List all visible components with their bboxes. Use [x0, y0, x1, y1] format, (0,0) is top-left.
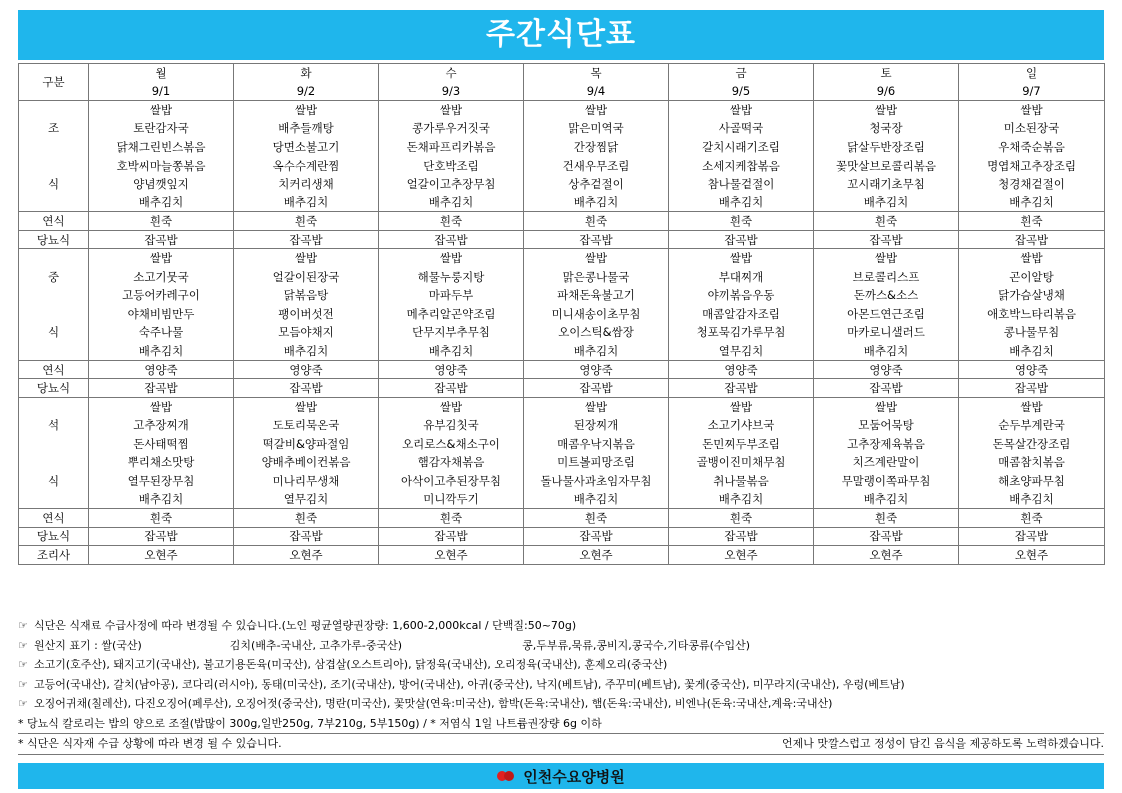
menu-item: 갈치시래기조림 [669, 138, 814, 157]
menu-item: 고추장찌개 [89, 416, 234, 435]
table-row [19, 472, 1105, 491]
menu-item: 소고기샤브국 [669, 416, 814, 435]
menu-item: 브로콜리스프 [814, 268, 959, 287]
soft-diet-item: 흰죽 [959, 212, 1105, 231]
menu-item: 쌀밥 [959, 249, 1105, 268]
cook-name: 오현주 [234, 546, 379, 565]
menu-item: 열무된장무침 [89, 472, 234, 491]
table-row [19, 286, 1105, 305]
menu-item: 쌀밥 [89, 397, 234, 416]
meal-label: 조 [19, 119, 89, 138]
table-row [19, 527, 1105, 546]
menu-item: 소세지케찹볶음 [669, 156, 814, 175]
note-meat-origin: ☞ 소고기(호주산), 돼지고기(국내산), 불고기용돈육(미국산), 삼겹살(오스트리아), 닭정육(국내산), 오리정육(국내산), 훈제오리(중국산) [18, 655, 1104, 675]
menu-item: 쌀밥 [379, 101, 524, 120]
menu-item: 꼬시래기초무침 [814, 175, 959, 194]
note-origin: ☞ 원산지 표기 : 쌀(국산) 김치(배추-국내산, 고추가루-중국산) 콩,두부류,묵류,콩비지,콩국수,기타콩류(수입산) [18, 636, 1104, 656]
menu-item: 미니깍두기 [379, 490, 524, 509]
menu-item: 미소된장국 [959, 119, 1105, 138]
table-row [19, 397, 1105, 416]
menu-item: 닭채그린빈스볶음 [89, 138, 234, 157]
menu-item: 해물누룽지탕 [379, 268, 524, 287]
table-row [19, 360, 1105, 379]
day-header: 일 [959, 64, 1105, 83]
menu-item: 모둠어묵탕 [814, 416, 959, 435]
menu-item: 청국장 [814, 119, 959, 138]
soft-diet-item: 흰죽 [524, 212, 669, 231]
menu-item: 배추김치 [234, 342, 379, 361]
table-row [19, 546, 1105, 565]
diabetic-diet-item: 잡곡밥 [89, 527, 234, 546]
menu-item: 야끼볶음우동 [669, 286, 814, 305]
table-row [19, 268, 1105, 287]
menu-item: 유부김칫국 [379, 416, 524, 435]
diabetic-diet-label: 당뇨식 [19, 379, 89, 398]
menu-item: 배추김치 [814, 193, 959, 212]
diabetic-diet-item: 잡곡밥 [89, 230, 234, 249]
date-header: 9/2 [234, 82, 379, 101]
soft-diet-item: 흰죽 [379, 509, 524, 528]
table-row [19, 305, 1105, 324]
table-row [19, 379, 1105, 398]
hand-pointing-icon: ☞ [18, 658, 28, 671]
menu-item: 얼갈이된장국 [234, 268, 379, 287]
table-row [19, 138, 1105, 157]
meal-label [19, 490, 89, 509]
menu-item: 양배추베이컨볶음 [234, 453, 379, 472]
table-row [19, 156, 1105, 175]
meal-label [19, 101, 89, 120]
menu-item: 청경채겉절이 [959, 175, 1105, 194]
menu-item: 단무지부추무침 [379, 323, 524, 342]
hand-pointing-icon: ☞ [18, 638, 28, 652]
meal-label [19, 156, 89, 175]
menu-item: 배추김치 [89, 342, 234, 361]
menu-item: 고추장제육볶음 [814, 434, 959, 453]
diabetic-diet-item: 잡곡밥 [379, 527, 524, 546]
menu-item: 오리로스&채소구이 [379, 434, 524, 453]
menu-item: 건새우무조림 [524, 156, 669, 175]
day-header: 수 [379, 64, 524, 83]
table-row [19, 175, 1105, 194]
diabetic-diet-item: 잡곡밥 [234, 527, 379, 546]
diabetic-diet-item: 잡곡밥 [959, 527, 1105, 546]
menu-item: 콩가루우거짓국 [379, 119, 524, 138]
diabetic-diet-item: 잡곡밥 [814, 230, 959, 249]
menu-item: 쌀밥 [814, 249, 959, 268]
day-header: 토 [814, 64, 959, 83]
menu-item: 쌀밥 [89, 101, 234, 120]
table-row [19, 416, 1105, 435]
footer-bar [18, 763, 1104, 789]
menu-item: 청포묵김가루무침 [669, 323, 814, 342]
menu-item: 양념깻잎지 [89, 175, 234, 194]
menu-item: 취나물볶음 [669, 472, 814, 491]
menu-item: 떡갈비&양파절임 [234, 434, 379, 453]
menu-item: 열무김치 [234, 490, 379, 509]
cook-name: 오현주 [814, 546, 959, 565]
hand-pointing-icon: ☞ [18, 619, 28, 632]
diabetic-diet-item: 잡곡밥 [234, 379, 379, 398]
soft-diet-item: 흰죽 [959, 509, 1105, 528]
date-header: 9/6 [814, 82, 959, 101]
menu-item: 돈채파프리카볶음 [379, 138, 524, 157]
soft-diet-item: 영양죽 [524, 360, 669, 379]
menu-item: 순두부계란국 [959, 416, 1105, 435]
menu-item: 매콤우낙지볶음 [524, 434, 669, 453]
menu-item: 야채비빔만두 [89, 305, 234, 324]
menu-item: 배추들깨탕 [234, 119, 379, 138]
date-header: 9/3 [379, 82, 524, 101]
note-fish-origin: ☞ 고등어(국내산), 갈치(남아공), 코다리(러시아), 동태(미국산), 조기(국내산), 방어(국내산), 아귀(중국산), 낙지(베트남), 주꾸미(베트남), 꽃게(중국산), 미꾸라지(국내산), 우렁(베트남) [18, 675, 1104, 695]
menu-item: 파채돈육불고기 [524, 286, 669, 305]
menu-item: 쌀밥 [669, 249, 814, 268]
header-label: 구분 [19, 64, 89, 101]
meal-label [19, 305, 89, 324]
cook-name: 오현주 [89, 546, 234, 565]
table-row [19, 323, 1105, 342]
menu-item: 배추김치 [524, 342, 669, 361]
menu-item: 상추겉절이 [524, 175, 669, 194]
day-header: 금 [669, 64, 814, 83]
diabetic-diet-item: 잡곡밥 [669, 379, 814, 398]
menu-item: 쌀밥 [669, 397, 814, 416]
menu-item: 배추김치 [669, 490, 814, 509]
meal-label [19, 453, 89, 472]
menu-item: 콩나물무침 [959, 323, 1105, 342]
menu-item: 햄감자채볶음 [379, 453, 524, 472]
date-header: 9/4 [524, 82, 669, 101]
hospital-logo [497, 769, 515, 783]
soft-diet-item: 영양죽 [669, 360, 814, 379]
diabetic-diet-item: 잡곡밥 [524, 527, 669, 546]
menu-item: 쌀밥 [234, 101, 379, 120]
menu-item: 닭살두반장조림 [814, 138, 959, 157]
menu-item: 당면소불고기 [234, 138, 379, 157]
diabetic-diet-item: 잡곡밥 [234, 230, 379, 249]
diabetic-diet-item: 잡곡밥 [814, 527, 959, 546]
menu-item: 미니새송이초무침 [524, 305, 669, 324]
soft-diet-label: 연식 [19, 212, 89, 231]
menu-item: 미나리무생채 [234, 472, 379, 491]
day-header: 월 [89, 64, 234, 83]
cook-name: 오현주 [379, 546, 524, 565]
menu-item: 배추김치 [959, 490, 1105, 509]
menu-item: 치커리생채 [234, 175, 379, 194]
soft-diet-item: 영양죽 [814, 360, 959, 379]
table-row [19, 249, 1105, 268]
table-row [19, 101, 1105, 120]
soft-diet-item: 흰죽 [89, 212, 234, 231]
meal-label: 식 [19, 472, 89, 491]
day-header: 화 [234, 64, 379, 83]
menu-item: 곤이알탕 [959, 268, 1105, 287]
soft-diet-item: 흰죽 [669, 212, 814, 231]
menu-item: 고등어카레구이 [89, 286, 234, 305]
menu-item: 치즈계란말이 [814, 453, 959, 472]
menu-item: 얼갈이고추장무침 [379, 175, 524, 194]
table-row [19, 342, 1105, 361]
menu-item: 매콤참치볶음 [959, 453, 1105, 472]
menu-item: 맑은미역국 [524, 119, 669, 138]
diabetic-diet-item: 잡곡밥 [379, 379, 524, 398]
menu-item: 매콤알감자조림 [669, 305, 814, 324]
menu-item: 배추김치 [524, 490, 669, 509]
day-header: 목 [524, 64, 669, 83]
diabetic-diet-item: 잡곡밥 [959, 230, 1105, 249]
meal-label [19, 249, 89, 268]
meal-label: 식 [19, 323, 89, 342]
menu-item: 쌀밥 [379, 397, 524, 416]
soft-diet-item: 흰죽 [379, 212, 524, 231]
menu-item: 해초양파무침 [959, 472, 1105, 491]
soft-diet-item: 영양죽 [379, 360, 524, 379]
menu-item: 배추김치 [814, 342, 959, 361]
menu-item: 쌀밥 [959, 397, 1105, 416]
menu-item: 토란감자국 [89, 119, 234, 138]
note-change: * 식단은 식자재 수급 상황에 따라 변경 될 수 있습니다. 언제나 맛깔스럽고 정성이 담긴 음식을 제공하도록 노력하겠습니다. [18, 734, 1104, 755]
menu-item: 쌀밥 [524, 397, 669, 416]
table-row [19, 119, 1105, 138]
menu-item: 마파두부 [379, 286, 524, 305]
table-row [19, 212, 1105, 231]
menu-item: 배추김치 [379, 193, 524, 212]
hand-pointing-icon: ☞ [18, 697, 28, 710]
page-title: 주간식단표 [18, 10, 1104, 60]
soft-diet-item: 흰죽 [524, 509, 669, 528]
menu-item: 쌀밥 [89, 249, 234, 268]
note-processed-origin: ☞ 오징어귀채(칠레산), 다진오징어(페루산), 오징어젓(중국산), 명란(미국산), 꽃맛살(연육:미국산), 함박(돈육:국내산), 햄(돈육:국내산), 비엔나(돈육:국내산,계육:국내산) [18, 694, 1104, 714]
menu-item: 배추김치 [814, 490, 959, 509]
menu-item: 간장찜닭 [524, 138, 669, 157]
meal-label [19, 286, 89, 305]
menu-item: 미트볼피망조림 [524, 453, 669, 472]
cook-label: 조리사 [19, 546, 89, 565]
menu-item: 모듬야채지 [234, 323, 379, 342]
menu-item: 열무김치 [669, 342, 814, 361]
diabetic-diet-item: 잡곡밥 [959, 379, 1105, 398]
table-row [19, 434, 1105, 453]
menu-item: 뿌리채소맛탕 [89, 453, 234, 472]
meal-label [19, 434, 89, 453]
menu-item: 배추김치 [669, 193, 814, 212]
diabetic-diet-item: 잡곡밥 [524, 379, 669, 398]
menu-item: 돈민찌두부조림 [669, 434, 814, 453]
menu-item: 부대찌개 [669, 268, 814, 287]
soft-diet-item: 흰죽 [814, 509, 959, 528]
table-row [19, 509, 1105, 528]
menu-item: 맑은콩나물국 [524, 268, 669, 287]
diabetic-diet-item: 잡곡밥 [89, 379, 234, 398]
menu-item: 아몬드연근조림 [814, 305, 959, 324]
menu-item: 참나물겉절이 [669, 175, 814, 194]
menu-item: 꽃맛살브로콜리볶음 [814, 156, 959, 175]
date-header: 9/5 [669, 82, 814, 101]
menu-item: 배추김치 [89, 490, 234, 509]
menu-item: 쌀밥 [669, 101, 814, 120]
menu-item: 배추김치 [89, 193, 234, 212]
menu-item: 배추김치 [959, 193, 1105, 212]
soft-diet-item: 영양죽 [959, 360, 1105, 379]
soft-diet-item: 흰죽 [89, 509, 234, 528]
menu-item: 우채죽순볶음 [959, 138, 1105, 157]
table-row [19, 453, 1105, 472]
diabetic-diet-item: 잡곡밥 [814, 379, 959, 398]
hand-pointing-icon: ☞ [18, 677, 28, 691]
menu-item: 무말랭이쪽파무침 [814, 472, 959, 491]
menu-item: 돈사태떡찜 [89, 434, 234, 453]
menu-item: 쌀밥 [814, 397, 959, 416]
menu-item: 옥수수계란찜 [234, 156, 379, 175]
meal-label [19, 397, 89, 416]
diabetic-diet-item: 잡곡밥 [669, 230, 814, 249]
table-row [19, 230, 1105, 249]
diabetic-diet-label: 당뇨식 [19, 527, 89, 546]
soft-diet-item: 영양죽 [89, 360, 234, 379]
menu-table [18, 63, 1105, 565]
menu-item: 메추리알곤약조림 [379, 305, 524, 324]
diabetic-diet-label: 당뇨식 [19, 230, 89, 249]
menu-item: 오이스틱&쌈장 [524, 323, 669, 342]
menu-item: 소고기뭇국 [89, 268, 234, 287]
menu-item: 애호박느타리볶음 [959, 305, 1105, 324]
menu-item: 도토리묵온국 [234, 416, 379, 435]
date-header: 9/1 [89, 82, 234, 101]
hospital-name: 인천수요양병원 [523, 767, 625, 786]
menu-item: 닭볶음탕 [234, 286, 379, 305]
menu-item: 팽이버섯전 [234, 305, 379, 324]
menu-item: 쌀밥 [524, 249, 669, 268]
table-row [19, 490, 1105, 509]
menu-item: 쌀밥 [379, 249, 524, 268]
soft-diet-label: 연식 [19, 509, 89, 528]
menu-item: 명엽채고추장조림 [959, 156, 1105, 175]
menu-item: 아삭이고추된장무침 [379, 472, 524, 491]
table-row [19, 193, 1105, 212]
menu-item: 배추김치 [524, 193, 669, 212]
soft-diet-item: 흰죽 [234, 212, 379, 231]
menu-item: 된장찌개 [524, 416, 669, 435]
diabetic-diet-item: 잡곡밥 [379, 230, 524, 249]
menu-item: 배추김치 [379, 342, 524, 361]
meal-label [19, 193, 89, 212]
meal-label [19, 342, 89, 361]
soft-diet-label: 연식 [19, 360, 89, 379]
diabetic-diet-item: 잡곡밥 [524, 230, 669, 249]
menu-item: 마카로니샐러드 [814, 323, 959, 342]
table-row [19, 82, 1105, 101]
cook-name: 오현주 [524, 546, 669, 565]
table-row [19, 64, 1105, 83]
soft-diet-item: 흰죽 [814, 212, 959, 231]
menu-item: 돌나물사과초임자무침 [524, 472, 669, 491]
menu-item: 숙주나물 [89, 323, 234, 342]
meal-label: 석 [19, 416, 89, 435]
menu-item: 단호박조림 [379, 156, 524, 175]
menu-item: 호박씨마늘쫑볶음 [89, 156, 234, 175]
meal-label [19, 138, 89, 157]
notes [18, 616, 1104, 755]
cook-name: 오현주 [669, 546, 814, 565]
menu-item: 쌀밥 [234, 249, 379, 268]
menu-item: 쌀밥 [814, 101, 959, 120]
menu-item: 쌀밥 [524, 101, 669, 120]
menu-item: 배추김치 [959, 342, 1105, 361]
diabetic-diet-item: 잡곡밥 [669, 527, 814, 546]
menu-item: 쌀밥 [959, 101, 1105, 120]
menu-item: 사골떡국 [669, 119, 814, 138]
note-diabetic: * 당뇨식 칼로리는 밥의 양으로 조절(밥많이 300g,일반250g, 7부210g, 5부150g) / * 저염식 1일 나트륨권장량 6g 이하 [18, 714, 1104, 735]
menu-item: 돈목살간장조림 [959, 434, 1105, 453]
menu-item: 닭가슴살냉채 [959, 286, 1105, 305]
menu-item: 돈까스&소스 [814, 286, 959, 305]
soft-diet-item: 흰죽 [234, 509, 379, 528]
meal-label: 식 [19, 175, 89, 194]
date-header: 9/7 [959, 82, 1105, 101]
menu-item: 쌀밥 [234, 397, 379, 416]
meal-label: 중 [19, 268, 89, 287]
cook-name: 오현주 [959, 546, 1105, 565]
menu-item: 골뱅이진미채무침 [669, 453, 814, 472]
soft-diet-item: 영양죽 [234, 360, 379, 379]
soft-diet-item: 흰죽 [669, 509, 814, 528]
menu-item: 배추김치 [234, 193, 379, 212]
note-calorie: ☞ 식단은 식재료 수급사정에 따라 변경될 수 있습니다.(노인 평균열량권장량: 1,600-2,000kcal / 단백질:50~70g) [18, 616, 1104, 636]
